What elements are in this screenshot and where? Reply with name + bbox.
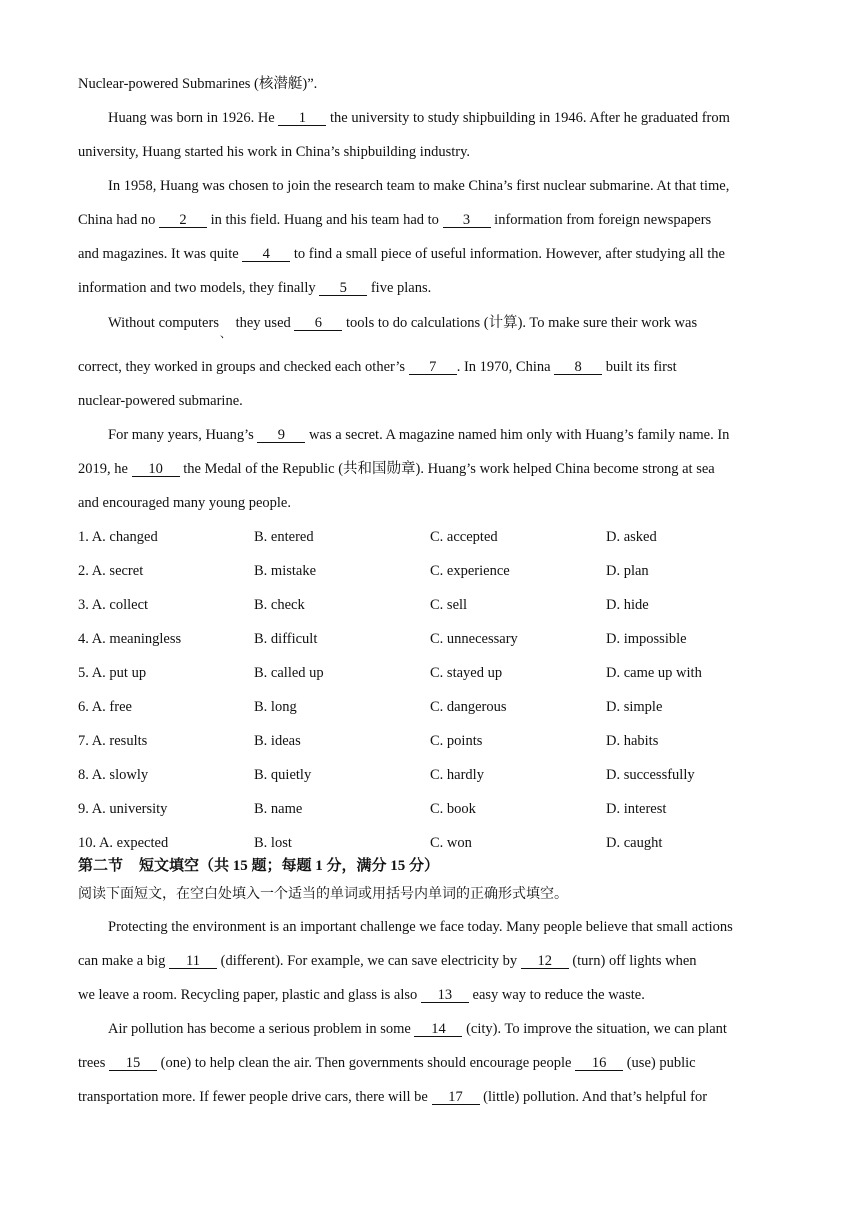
passage-text: Air pollution has become a serious problem in some (108, 1021, 415, 1037)
option-d: D. caught (606, 835, 663, 851)
section-instruction (78, 883, 788, 913)
options-list (78, 523, 788, 853)
passage-text: they used (231, 315, 295, 331)
option-c: C. unnecessary (430, 631, 518, 647)
passage-text: information and two models, they finally (78, 280, 320, 296)
blank-13: 13 (421, 988, 469, 1003)
blank-10: 10 (132, 462, 180, 477)
option-c: C. book (430, 801, 476, 817)
passage-text: . In 1970, China (456, 359, 555, 375)
passage-text: (one) to help clean the air. Then governments should encourage people (157, 1055, 576, 1071)
option-c: C. won (430, 835, 472, 851)
option-row (78, 761, 788, 795)
passage-text: built its first (602, 359, 677, 375)
blank-5: 5 (319, 281, 367, 296)
option-row (78, 829, 788, 853)
option-row (78, 727, 788, 761)
passage-line (78, 455, 788, 489)
option-d: D. simple (606, 699, 663, 715)
passage-line (78, 1015, 788, 1049)
passage-line (78, 913, 788, 947)
blank-3: 3 (443, 213, 491, 228)
passage-text: (little) pollution. And that’s helpful for (479, 1089, 708, 1105)
passage-text: transportation more. If fewer people drive cars, there will be (78, 1089, 432, 1105)
blank-9: 9 (257, 428, 305, 443)
option-a: 1. A. changed (78, 529, 158, 545)
option-c: C. experience (430, 563, 510, 579)
comma-mark: 、 (219, 328, 231, 340)
passage-text: can make a big (78, 953, 169, 969)
option-row (78, 625, 788, 659)
passage-line (78, 1083, 788, 1117)
passage-line (78, 240, 788, 274)
blank-8: 8 (554, 360, 602, 375)
option-d: D. hide (606, 597, 649, 613)
option-d: D. came up with (606, 665, 702, 681)
passage-text: (different). For example, we can save electricity by (217, 953, 521, 969)
blank-6: 6 (294, 316, 342, 331)
option-b: B. long (254, 699, 297, 715)
option-b: B. called up (254, 665, 324, 681)
passage-text: tools to do calculations (计算). To make sure their work was (342, 315, 698, 331)
option-c: C. stayed up (430, 665, 503, 681)
passage-text: trees (78, 1055, 109, 1071)
document-page (78, 70, 788, 1117)
option-b: B. lost (254, 835, 292, 851)
option-c: C. points (430, 733, 483, 749)
passage-line (78, 172, 788, 206)
passage-text: the Medal of the Republic (共和国勋章). Huang’s work helped China become strong at sea (179, 461, 715, 477)
passage-line (78, 308, 788, 353)
option-b: B. name (254, 801, 303, 817)
passage-text: Protecting the environment is an important challenge we face today. Many people believe that small actions (108, 919, 733, 935)
passage-text: 2019, he (78, 461, 132, 477)
passage-text: Nuclear-powered Submarines (核潜艇)”. (78, 76, 318, 92)
passage-text: Without computers (108, 315, 219, 331)
option-c: C. dangerous (430, 699, 507, 715)
blank-4: 4 (242, 247, 290, 262)
passage-text: China had no (78, 212, 159, 228)
option-a: 2. A. secret (78, 563, 144, 579)
passage-text: correct, they worked in groups and checked each other’s (78, 359, 409, 375)
passage-text: and encouraged many young people. (78, 495, 291, 511)
option-b: B. check (254, 597, 305, 613)
option-d: D. habits (606, 733, 659, 749)
passage-line (78, 104, 788, 138)
option-row (78, 523, 788, 557)
passage-text: (turn) off lights when (568, 953, 697, 969)
option-d: D. successfully (606, 767, 695, 783)
blank-15: 15 (109, 1056, 157, 1071)
passage-line (78, 274, 788, 308)
option-a: 7. A. results (78, 733, 148, 749)
passage-text: university, Huang started his work in China’s shipbuilding industry. (78, 144, 471, 160)
option-row (78, 557, 788, 591)
passage-text: five plans. (367, 280, 432, 296)
blank-7: 7 (409, 360, 457, 375)
option-b: B. difficult (254, 631, 318, 647)
blank-14: 14 (414, 1022, 462, 1037)
option-c: C. sell (430, 597, 468, 613)
passage-line (78, 421, 788, 455)
passage-line (78, 387, 788, 421)
option-d: D. interest (606, 801, 667, 817)
blank-11: 11 (169, 954, 217, 969)
passage-text: For many years, Huang’s (108, 427, 258, 443)
option-a: 10. A. expected (78, 835, 169, 851)
passage-text: and magazines. It was quite (78, 246, 243, 262)
passage-line (78, 1049, 788, 1083)
option-d: D. asked (606, 529, 657, 545)
passage-text: information from foreign newspapers (490, 212, 712, 228)
option-d: D. impossible (606, 631, 687, 647)
passage-line (78, 70, 788, 104)
section-number: 第二节 (78, 858, 124, 874)
option-row (78, 591, 788, 625)
passage-text: the university to study shipbuilding in 1946. After he graduated from (326, 110, 730, 126)
blank-1: 1 (278, 111, 326, 126)
passage-text: easy way to reduce the waste. (468, 987, 645, 1003)
option-a: 3. A. collect (78, 597, 149, 613)
option-row (78, 659, 788, 693)
option-b: B. entered (254, 529, 314, 545)
blank-16: 16 (575, 1056, 623, 1071)
passage-line (78, 353, 788, 387)
passage-text: (use) public (623, 1055, 696, 1071)
passage-text: to find a small piece of useful information. However, after studying all the (290, 246, 725, 262)
blank-17: 17 (432, 1090, 480, 1105)
passage-text: we leave a room. Recycling paper, plastic and glass is also (78, 987, 421, 1003)
passage-text: (city). To improve the situation, we can plant (462, 1021, 727, 1037)
passage-text: nuclear-powered submarine. (78, 393, 243, 409)
blank-12: 12 (521, 954, 569, 969)
option-b: B. quietly (254, 767, 312, 783)
passage-line (78, 981, 788, 1015)
passage-text: Huang was born in 1926. He (108, 110, 279, 126)
section-title (78, 853, 788, 883)
option-a: 5. A. put up (78, 665, 147, 681)
passage-line (78, 206, 788, 240)
option-b: B. mistake (254, 563, 317, 579)
blank-2: 2 (159, 213, 207, 228)
instruction-text: 阅读下面短文，在空白处填入一个适当的单词或用括号内单词的正确形式填空。 (78, 887, 568, 902)
option-row (78, 795, 788, 829)
passage-line (78, 489, 788, 523)
section-heading: 短文填空（共 15 题；每题 1 分，满分 15 分） (139, 858, 440, 874)
option-b: B. ideas (254, 733, 301, 749)
passage-line (78, 138, 788, 172)
passage-line (78, 947, 788, 981)
option-a: 9. A. university (78, 801, 168, 817)
option-c: C. accepted (430, 529, 498, 545)
option-d: D. plan (606, 563, 649, 579)
option-c: C. hardly (430, 767, 484, 783)
passage-text: In 1958, Huang was chosen to join the research team to make China’s first nuclear submarine. At that time, (108, 178, 730, 194)
option-a: 4. A. meaningless (78, 631, 182, 647)
passage-text: in this field. Huang and his team had to (206, 212, 443, 228)
passage-text: was a secret. A magazine named him only with Huang’s family name. In (305, 427, 730, 443)
option-a: 8. A. slowly (78, 767, 149, 783)
option-row (78, 693, 788, 727)
option-a: 6. A. free (78, 699, 132, 715)
